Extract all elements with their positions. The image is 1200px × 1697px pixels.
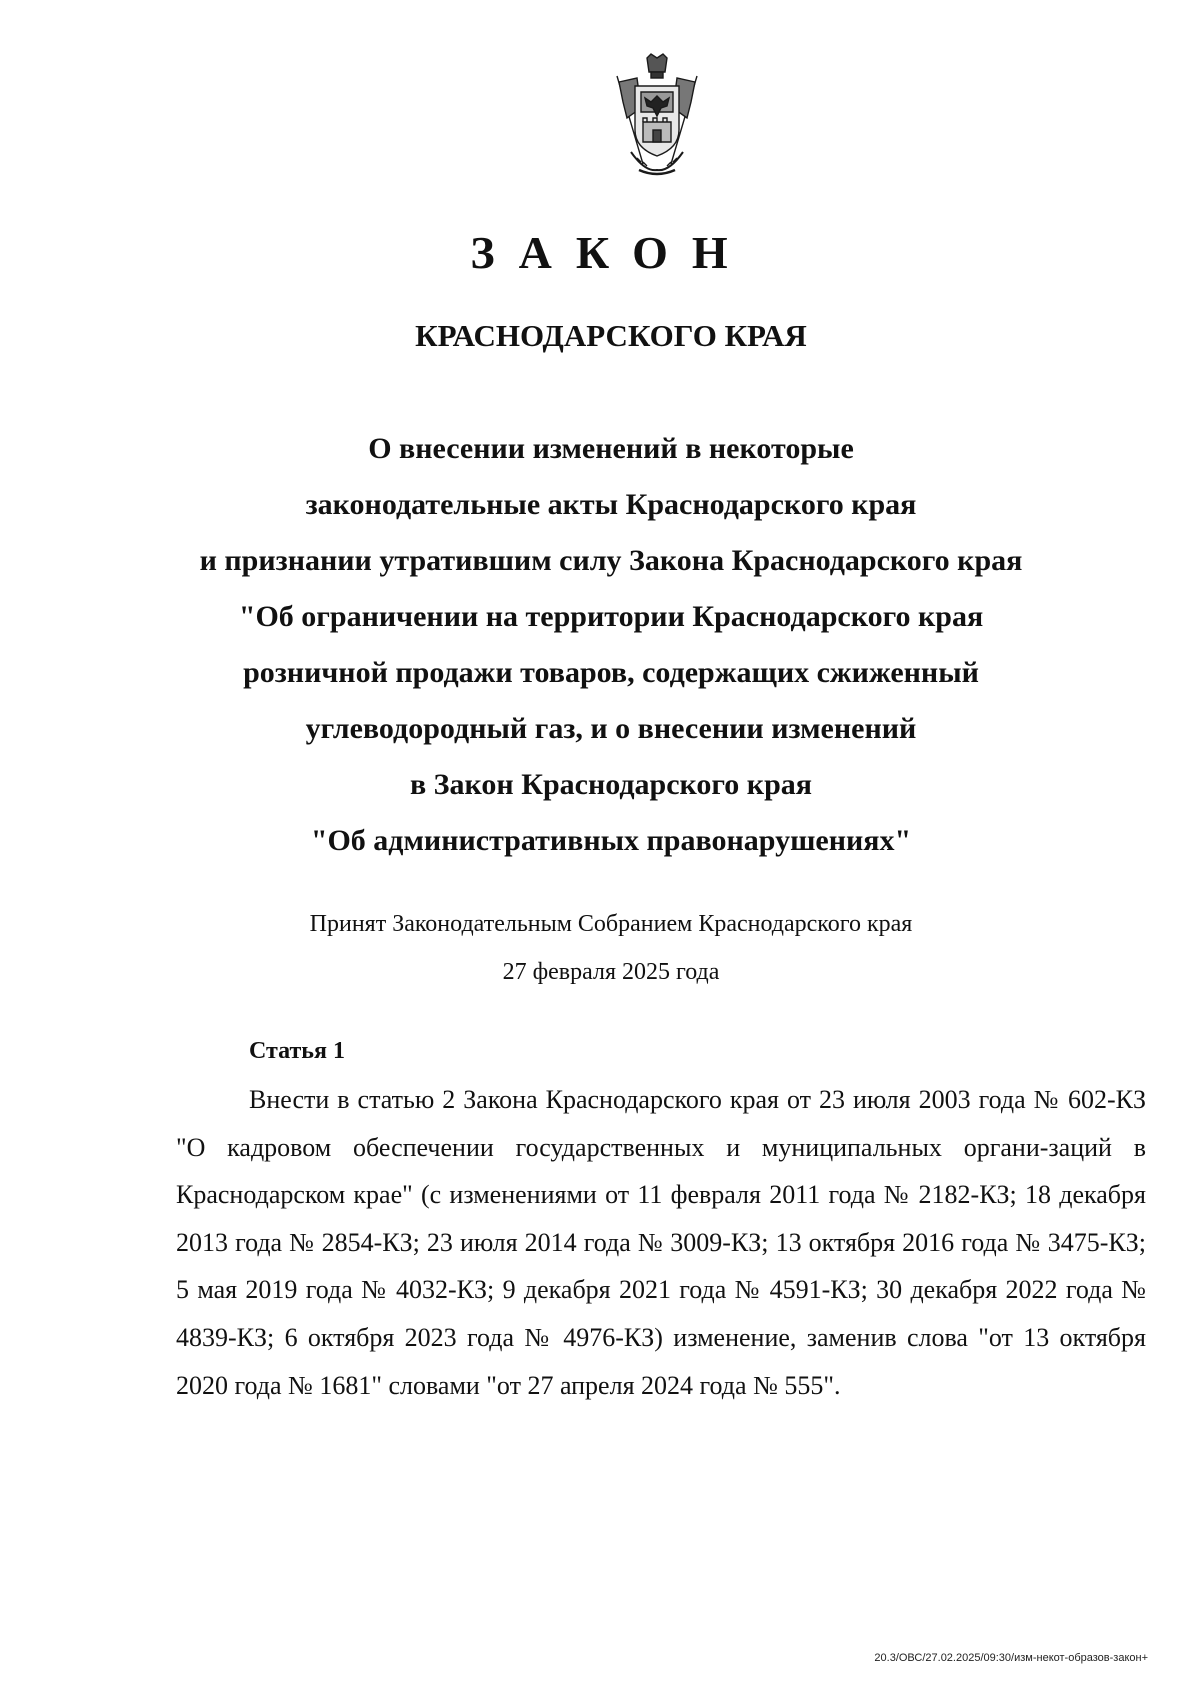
document-code: 20.3/ОВС/27.02.2025/09:30/изм-некот-образов-закон+	[874, 1652, 1148, 1664]
title-line-8: "Об административных правонарушениях"	[310, 824, 912, 857]
title-line-1: О внесении изменений в некоторые	[368, 432, 854, 465]
article-heading: Статья 1	[249, 1038, 345, 1064]
region-name: КРАСНОДАРСКОГО КРАЯ	[415, 318, 807, 353]
adoption-line: Принят Законодательным Собранием Краснодарского края	[309, 911, 913, 937]
title-line-7: в Закон Краснодарского края	[409, 768, 813, 801]
adoption-info	[0, 900, 1200, 996]
adoption-date: 27 февраля 2025 года	[502, 959, 720, 985]
title-line-4: "Об ограничении на территории Краснодарского края	[238, 600, 984, 633]
coat-of-arms-emblem	[597, 52, 717, 180]
title-line-3: и признании утратившим силу Закона Краснодарского края	[199, 544, 1023, 577]
title-line-5: розничной продажи товаров, содержащих сжиженный	[243, 656, 979, 689]
title-line-2: законодательные акты Краснодарского края	[305, 488, 917, 521]
law-title	[0, 421, 1200, 869]
law-title-word: ЗАКОН	[470, 227, 752, 278]
article-body: Внести в статью 2 Закона Краснодарского края от 23 июля 2003 года № 602-КЗ "О кадровом обеспечении государственных и муниципальных органи-заций в Краснодарском крае" (с изменениями от 11 февраля 2011 года № 2182-КЗ; 18 декабря 2013 года № 2854-КЗ; 23 июля 2014 года № 3009-КЗ; 13 октября 2016 года № 3475-КЗ; 5 мая 2019 года № 4032-КЗ; 9 декабря 2021 года № 4591-КЗ; 30 декабря 2022 года № 4839-КЗ; 6 октября 2023 года № 4976-КЗ) изменение, заменив слова "от 13 октября 2020 года № 1681" словами "от 27 апреля 2024 года № 555".	[176, 1085, 1146, 1400]
title-line-6: углеводородный газ, и о внесении изменений	[305, 712, 917, 745]
